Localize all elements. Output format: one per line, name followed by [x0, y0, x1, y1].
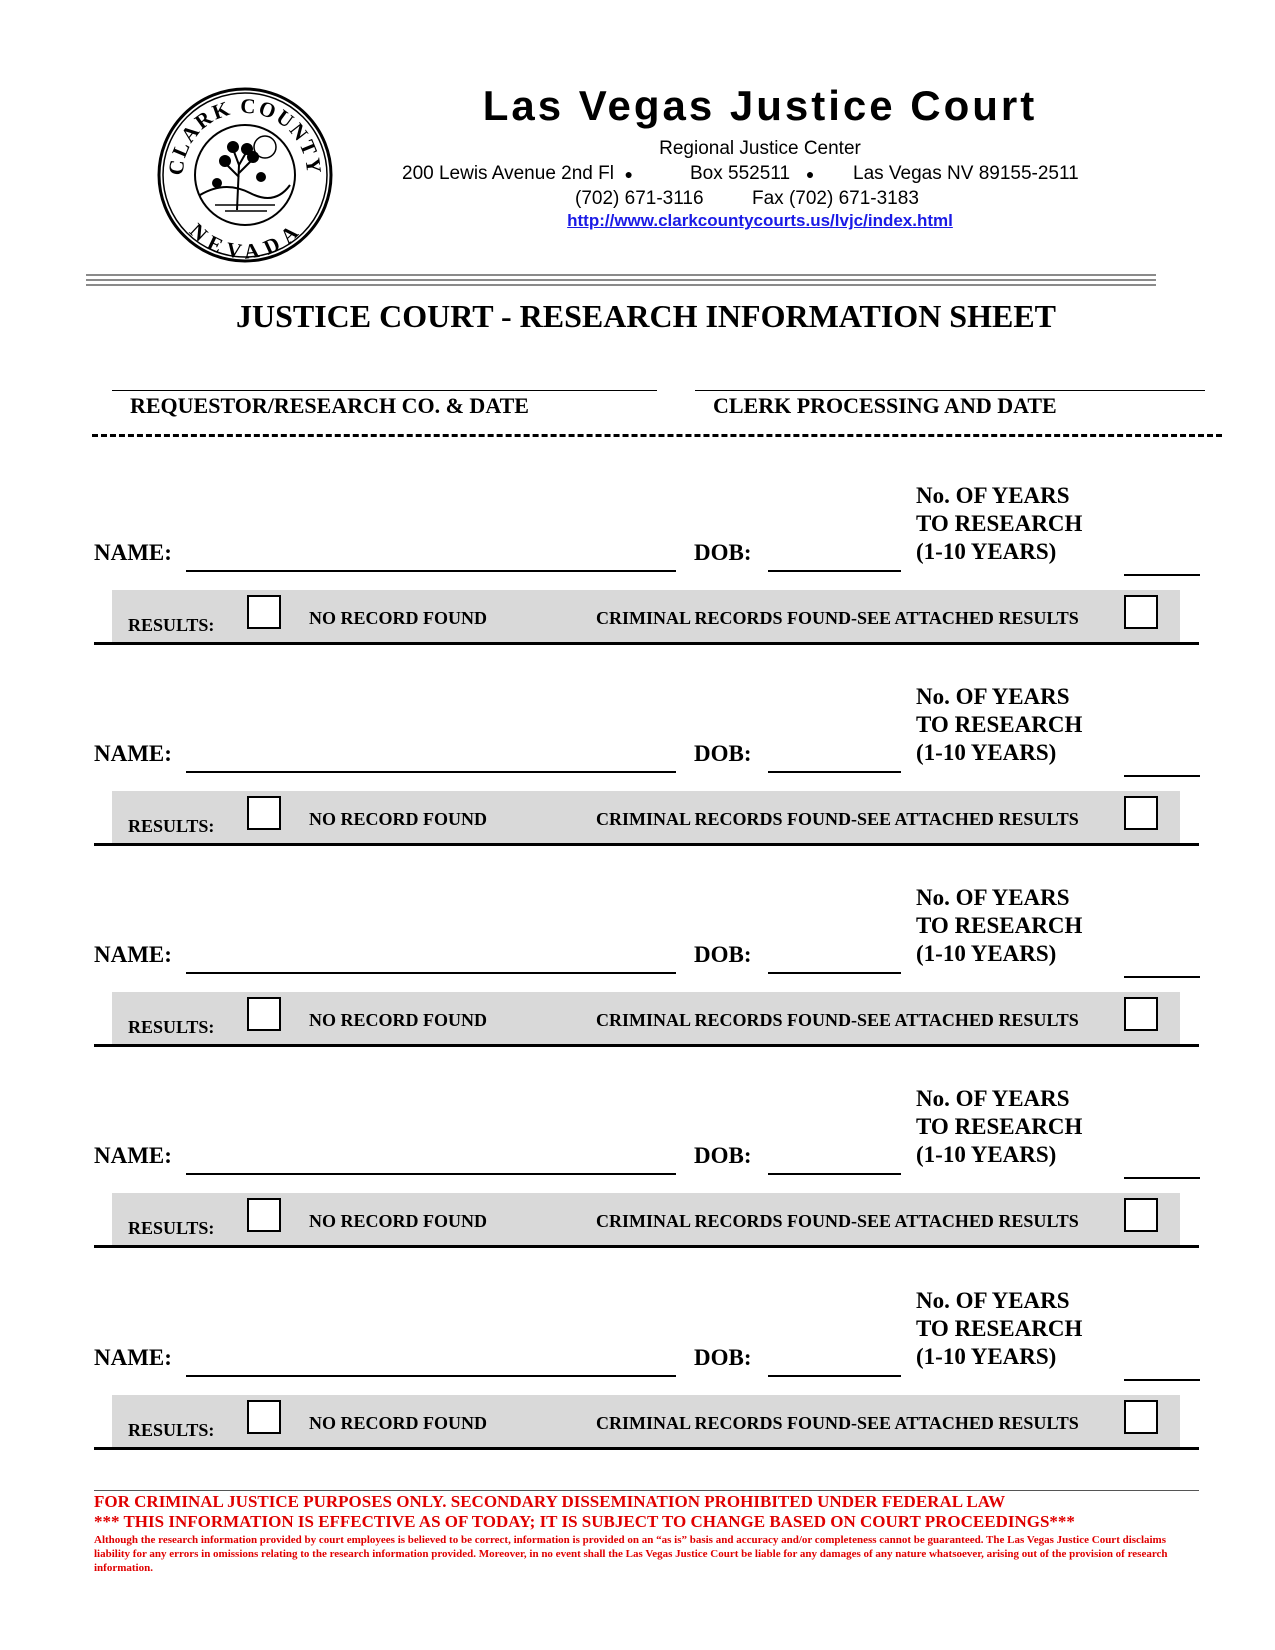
court-subtitle: Regional Justice Center — [659, 138, 861, 159]
name-field[interactable] — [186, 771, 676, 773]
entry-divider — [94, 1245, 1199, 1248]
records-found-label: CRIMINAL RECORDS FOUND-SEE ATTACHED RESULTS — [596, 1413, 1079, 1433]
header-divider — [86, 274, 1156, 276]
records-found-label: CRIMINAL RECORDS FOUND-SEE ATTACHED RESULTS — [596, 1211, 1079, 1231]
dob-field[interactable] — [768, 570, 901, 572]
entry-divider — [94, 843, 1199, 846]
years-label-line1: No. OF YEARS — [916, 1288, 1070, 1313]
records-found-label: CRIMINAL RECORDS FOUND-SEE ATTACHED RESULTS — [596, 608, 1079, 628]
dob-field[interactable] — [768, 1375, 901, 1377]
years-field[interactable] — [1124, 1379, 1200, 1381]
research-entry — [0, 1085, 1275, 1285]
years-label-line2: TO RESEARCH — [916, 712, 1083, 737]
years-label-line1: No. OF YEARS — [916, 885, 1070, 910]
years-label-line2: TO RESEARCH — [916, 913, 1083, 938]
dob-label: DOB: — [694, 1345, 752, 1370]
header-divider — [86, 279, 1156, 281]
no-record-label: NO RECORD FOUND — [309, 608, 487, 628]
entry-divider — [94, 1044, 1199, 1047]
records-found-checkbox[interactable] — [1124, 1400, 1158, 1434]
fax-number: Fax (702) 671-3183 — [752, 188, 919, 209]
name-field[interactable] — [186, 972, 676, 974]
years-to-research-label — [916, 884, 1082, 968]
clark-county-seal-logo — [155, 85, 335, 265]
years-label-line2: TO RESEARCH — [916, 511, 1083, 536]
clerk-signature-line[interactable] — [695, 390, 1205, 391]
records-found-checkbox[interactable] — [1124, 595, 1158, 629]
results-label: RESULTS: — [128, 1017, 215, 1037]
no-record-checkbox[interactable] — [247, 796, 281, 830]
years-label-line3: (1-10 YEARS) — [916, 941, 1057, 966]
bullet-separator: ● — [805, 166, 815, 182]
years-to-research-label — [916, 683, 1082, 767]
clerk-label: CLERK PROCESSING AND DATE — [713, 393, 1057, 418]
footer-effective-notice: *** THIS INFORMATION IS EFFECTIVE AS OF TODAY; IT IS SUBJECT TO CHANGE BASED ON COURT PROCEEDINGS*** — [94, 1512, 1075, 1531]
years-to-research-label — [916, 1085, 1082, 1169]
dob-label: DOB: — [694, 540, 752, 565]
name-label: NAME: — [94, 942, 172, 967]
entry-divider — [94, 1447, 1199, 1450]
entry-divider — [94, 642, 1199, 645]
phone-number: (702) 671-3116 — [575, 188, 704, 209]
court-title: Las Vegas Justice Court — [482, 82, 1038, 129]
years-label-line1: No. OF YEARS — [916, 483, 1070, 508]
years-field[interactable] — [1124, 574, 1200, 576]
footer-notice: FOR CRIMINAL JUSTICE PURPOSES ONLY. SECONDARY DISSEMINATION PROHIBITED UNDER FEDERAL LAW — [94, 1492, 1006, 1511]
dashed-separator — [92, 434, 1222, 437]
years-label-line2: TO RESEARCH — [916, 1316, 1083, 1341]
city-state-zip: Las Vegas NV 89155-2511 — [853, 163, 1079, 184]
bullet-separator: ● — [624, 166, 633, 182]
years-label-line2: TO RESEARCH — [916, 1114, 1083, 1139]
research-entry — [0, 884, 1275, 1084]
address-text — [402, 163, 633, 185]
years-field[interactable] — [1124, 1177, 1200, 1179]
records-found-label: CRIMINAL RECORDS FOUND-SEE ATTACHED RESULTS — [596, 1010, 1079, 1030]
svg-text:NEVADA: NEVADA — [184, 218, 306, 264]
name-label: NAME: — [94, 1143, 172, 1168]
no-record-checkbox[interactable] — [247, 1400, 281, 1434]
dob-field[interactable] — [768, 771, 901, 773]
name-field[interactable] — [186, 570, 676, 572]
name-field[interactable] — [186, 1173, 676, 1175]
name-field[interactable] — [186, 1375, 676, 1377]
records-found-label: CRIMINAL RECORDS FOUND-SEE ATTACHED RESULTS — [596, 809, 1079, 829]
years-field[interactable] — [1124, 976, 1200, 978]
years-to-research-label — [916, 482, 1082, 566]
no-record-label: NO RECORD FOUND — [309, 809, 487, 829]
no-record-label: NO RECORD FOUND — [309, 1413, 487, 1433]
name-label: NAME: — [94, 540, 172, 565]
results-label: RESULTS: — [128, 816, 215, 836]
name-label: NAME: — [94, 1345, 172, 1370]
po-box: Box 552511 — [690, 163, 791, 184]
results-label: RESULTS: — [128, 1218, 215, 1238]
no-record-label: NO RECORD FOUND — [309, 1211, 487, 1231]
form-title: JUSTICE COURT - RESEARCH INFORMATION SHEET — [235, 298, 1057, 334]
street-address: 200 Lewis Avenue 2nd Fl — [402, 163, 614, 184]
dob-label: DOB: — [694, 942, 752, 967]
requestor-label: REQUESTOR/RESEARCH CO. & DATE — [130, 393, 529, 418]
results-label: RESULTS: — [128, 615, 215, 635]
requestor-signature-line[interactable] — [112, 390, 657, 391]
years-label-line1: No. OF YEARS — [916, 1086, 1070, 1111]
name-label: NAME: — [94, 741, 172, 766]
footer-divider — [94, 1490, 1199, 1491]
years-label-line3: (1-10 YEARS) — [916, 1344, 1057, 1369]
years-label-line1: No. OF YEARS — [916, 684, 1070, 709]
header-divider — [86, 284, 1156, 286]
dob-label: DOB: — [694, 1143, 752, 1168]
research-entry — [0, 1287, 1275, 1487]
research-entry — [0, 683, 1275, 883]
dob-field[interactable] — [768, 1173, 901, 1175]
no-record-checkbox[interactable] — [247, 1198, 281, 1232]
research-entry — [0, 482, 1275, 682]
results-label: RESULTS: — [128, 1420, 215, 1440]
years-label-line3: (1-10 YEARS) — [916, 1142, 1057, 1167]
po-box-text — [690, 163, 814, 185]
dob-field[interactable] — [768, 972, 901, 974]
no-record-checkbox[interactable] — [247, 997, 281, 1031]
years-label-line3: (1-10 YEARS) — [916, 740, 1057, 765]
records-found-checkbox[interactable] — [1124, 1198, 1158, 1232]
no-record-checkbox[interactable] — [247, 595, 281, 629]
records-found-checkbox[interactable] — [1124, 796, 1158, 830]
footer-disclaimer: Although the research information provided by court employees is believed to be correct, information is provided on an “as is” basis and accuracy and/or completeness cannot be guaranteed. The Las Vegas Justice Court disclaims liability for any errors in omissions relating to the research information provided. Moreover, in no event shall the Las Vegas Justice Court be liable for any damages of any nature whatsoever, arising out of the provision of research information. — [94, 1534, 1168, 1574]
records-found-checkbox[interactable] — [1124, 997, 1158, 1031]
years-field[interactable] — [1124, 775, 1200, 777]
years-to-research-label — [916, 1287, 1082, 1371]
court-website-link[interactable]: http://www.clarkcountycourts.us/lvjc/index.html — [567, 211, 953, 230]
dob-label: DOB: — [694, 741, 752, 766]
svg-text:CLARK COUNTY: CLARK COUNTY — [163, 93, 327, 177]
no-record-label: NO RECORD FOUND — [309, 1010, 487, 1030]
years-label-line3: (1-10 YEARS) — [916, 539, 1057, 564]
